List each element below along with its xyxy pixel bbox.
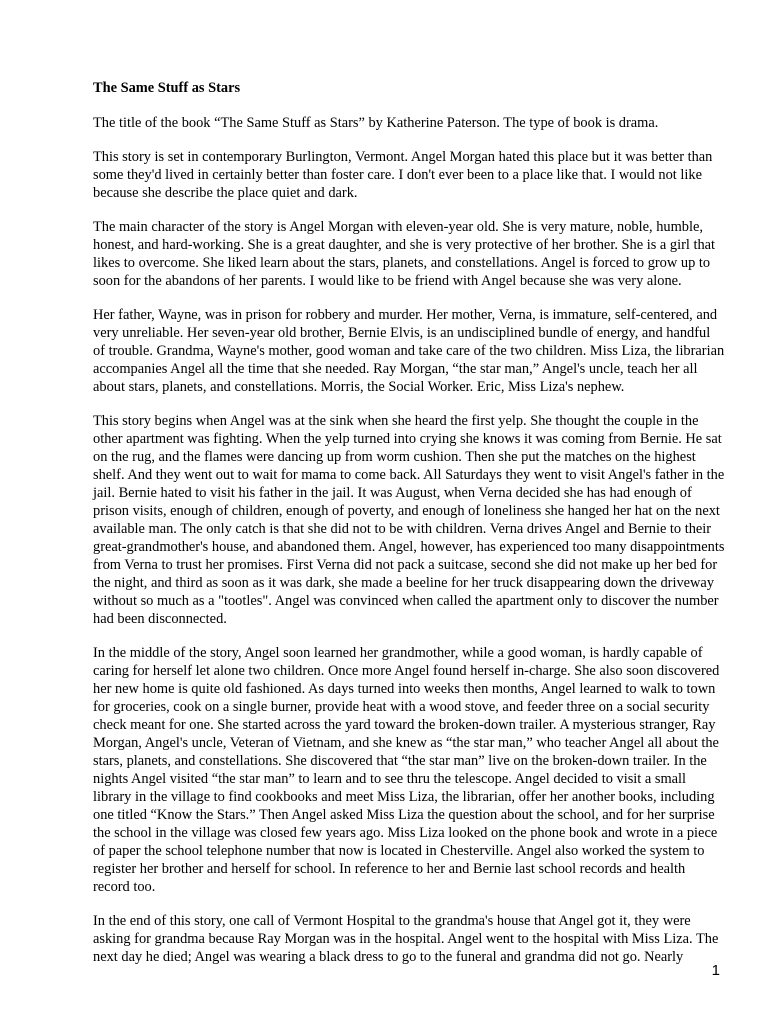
page-number: 1 <box>711 962 720 979</box>
paragraph-book-intro: The title of the book “The Same Stuff as Stars” by Katherine Paterson. The type of book is drama. <box>93 115 659 131</box>
paragraph-story-end: In the end of this story, one call of Vermont Hospital to the grandma's house that Angel got it, they were asking for grandma because Ray Morgan was in the hospital. Angel went to the hospital with Miss Liza. The next day he died; Angel was wearing a black dress to go to the funeral and grandma did not go. Nearly <box>93 913 719 965</box>
paragraph-main-character: The main character of the story is Angel Morgan with eleven-year old. She is very mature, noble, humble, honest, and hard-working. She is a great daughter, and she is very protective of her brother. She is a girl that likes to overcome. She liked learn about the stars, planets, and constellations. Angel is forced to grow up to soon for the abandons of her parents. I would like to be friend with Angel because she was very alone. <box>93 219 716 289</box>
document-title: The Same Stuff as Stars <box>93 80 241 96</box>
paragraph-setting: This story is set in contemporary Burlington, Vermont. Angel Morgan hated this place but it was better than some they'd lived in certainly better than foster care. I don't ever been to a place like that. I would not like because she describe the place quiet and dark. <box>93 149 713 201</box>
paragraph-other-characters: Her father, Wayne, was in prison for robbery and murder. Her mother, Verna, is immature, self-centered, and very unreliable. Her seven-year old brother, Bernie Elvis, is an undisciplined bundle of energy, and handful of trouble. Grandma, Wayne's mother, good woman and take care of the two children. Miss Liza, the librarian accompanies Angel all the time that she needed. Ray Morgan, “the star man,” Angel's uncle, teach her all about stars, planets, and constellations. Morris, the Social Worker. Eric, Miss Liza's nephew. <box>93 307 725 395</box>
document-page <box>93 78 725 982</box>
paragraph-story-middle: In the middle of the story, Angel soon learned her grandmother, while a good woman, is hardly capable of caring for herself let alone two children. Once more Angel found herself in-charge. She also soon discovered her new home is quite old fashioned. As days turned into weeks then months, Angel learned to walk to town for groceries, cook on a single burner, provide heat with a wood stove, and feeder three on a social security check meant for one. She started across the yard toward the broken-down trailer. A mysterious stranger, Ray Morgan, Angel's uncle, Veteran of Vietnam, and she knew as “the star man,” who teacher Angel all about the stars, planets, and constellations. She discovered that “the star man” live on the broken-down trailer. In the nights Angel visited “the star man” to learn and to see thru the telescope. Angel decided to visit a small library in the village to find cookbooks and meet Miss Liza, the librarian, offer her another books, including one titled “Know the Stars.” Then Angel asked Miss Liza the question about the school, and for her surprise the school in the village was closed few years ago. Miss Liza looked on the phone book and wrote in a piece of paper the school telephone number that now is located in Chesterville. Angel also worked the system to register her brother and herself for school. In reference to her and Bernie last school records and health record too. <box>93 645 720 895</box>
paragraph-story-beginning: This story begins when Angel was at the sink when she heard the first yelp. She thought the couple in the other apartment was fighting. When the yelp turned into crying she knows it was coming from Bernie. He sat on the rug, and the flames were dancing up from worm cushion. Then she put the matches on the highest shelf. And they went out to wait for mama to come back. All Saturdays they went to visit Angel's father in the jail. Bernie hated to visit his father in the jail. It was August, when Verna decided she has had enough of prison visits, enough of children, enough of poverty, and enough of loneliness she hanged her hat on the next available man. The only catch is that she did not to be with children. Verna drives Angel and Bernie to their great-grandmother's house, and abandoned them. Angel, however, has experienced too many disappointments from Verna to trust her promises. First Verna did not pack a suitcase, second she did not make up her bed for the night, and third as soon as it was dark, she made a beeline for her truck disappearing down the driveway without so much as a "tootles". Angel was convinced when called the apartment only to discover the number had been disconnected. <box>93 413 725 627</box>
